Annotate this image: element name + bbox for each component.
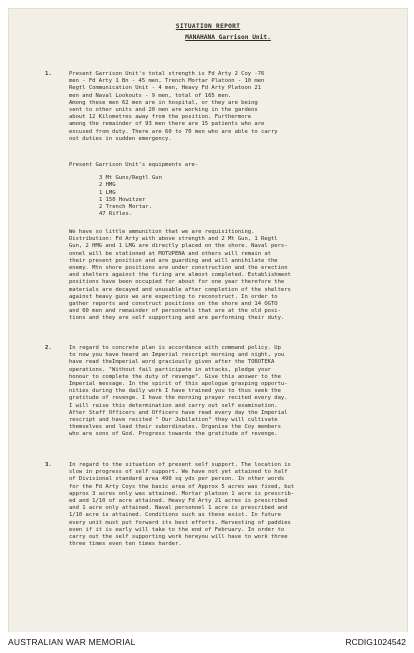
text-line: carry out the self supporting work hereyou will have to work three [69, 534, 288, 541]
text-line: every unit must put forward its best efforts. Harvesting of paddies [69, 519, 291, 526]
text-line: their present position and are guarding and will annihilate the [69, 257, 278, 264]
text-line: I will raise this determination and carry out self examination. [69, 402, 278, 409]
text-line: have read theImperial word graciously given after the TOBOTEKA [69, 359, 275, 366]
text-line: positions have been occupied for about for one year therefore the [69, 279, 285, 286]
text-line: men - Fd Arty 1 Bn - 45 men, Trench Mortar Platoon - 10 men [69, 78, 265, 85]
report-title: SITUATION REPORT [175, 23, 241, 30]
equipment-item: 3 Mt Guns/Regtl Gun [99, 175, 162, 182]
text-line: tions and they are self supporting and are performing their duty. [69, 315, 285, 322]
unit-name: MANAHANA Garrison Unit. [185, 34, 271, 41]
paragraph-1b-text [69, 229, 377, 323]
text-line: Imperial message. In the spirit of this apologue grasping opportu- [69, 381, 288, 388]
text-line: In regard to concrete plan is accordance with command policy. Up [69, 345, 281, 351]
paragraph-2-text [69, 345, 377, 439]
text-line: approx 3 acres only was attained. Mortar platoon 1 acre is prescrib- [69, 490, 295, 497]
text-line: nities during the daily work I have trained you to thus seek the [69, 388, 281, 395]
text-line: themselves and lead their subordinates. Organise the Coy members [69, 424, 281, 431]
equipment-item: 1 LMG [99, 189, 116, 196]
text-line: for the Fd Arty Coys the basic area of Approx 5 acres was fixed, but [69, 483, 295, 490]
text-line: gratitude of revenge. I have the morning prayer recited every day. [69, 395, 288, 402]
equipment-item: 47 Rifles. [99, 211, 133, 218]
text-line: ed and 1/10 of acre attained. Heavy Fd Arty 21 acres is prescribed [69, 498, 288, 505]
text-line: materials are decayed and unusable after completion of the shelters [69, 286, 291, 293]
paragraph-number: 3. [45, 462, 52, 468]
paragraph-number: 1. [45, 71, 52, 77]
equipment-item: 2 HMG [99, 182, 116, 189]
text-line: We have so little ammunition that we are requisitioning. [69, 229, 255, 235]
text-line: 1/10 acre is attained. Conditions such as these exist. In future [69, 512, 281, 519]
text-line: about 12 Kilometres away from the position. Furthermore [69, 114, 252, 121]
text-line: sent to other units and 20 men are working in the gardens [69, 107, 258, 114]
equipment-heading: Present Garrison Unit's equipments are- [69, 162, 199, 168]
text-line: and 1 acre only attained. Naval personnel 1 acre is prescribed and [69, 505, 288, 512]
text-line: rescript and have recited " Our Jubilation" they will cultivate [69, 417, 278, 424]
paragraph-1-text [69, 71, 377, 143]
document-page [8, 8, 408, 634]
record-id: RCDIG1024542 [345, 637, 406, 647]
text-line: Present Garrison Unit's total strength is Fd Arty 2 Coy -76 [69, 71, 265, 77]
text-line: onnel will be stationed at MOTUPENA and others will remain at [69, 250, 271, 257]
text-line: Gun, 2 HMG and 1 LMG are directly placed on the shore. Naval pers- [69, 243, 288, 250]
text-line: even if it is early will take to the end of February. In order to [69, 526, 285, 533]
text-line: gather reports and construct positions on the shore and 14 OGTO [69, 301, 278, 308]
archive-credit: AUSTRALIAN WAR MEMORIAL [8, 637, 136, 647]
text-line: and shelters against the firing are almost completed. Establishment [69, 272, 291, 279]
text-line: Regtl Communication Unit - 4 men, Heavy Fd Arty Platoon 21 [69, 85, 262, 92]
paragraph-3-text [69, 462, 377, 548]
text-line: operations. "Without fail participate in attacks, pledge your [69, 366, 271, 373]
text-line: among the remainder of 93 men there are 15 patients who are [69, 121, 265, 128]
text-line: out duties in sudden emergency. [69, 135, 172, 142]
text-line: of Divisional standard area 490 sq yds per person. In other words [69, 476, 285, 483]
paragraph-number: 2. [45, 345, 52, 351]
text-line: three times even ten times harder. [69, 541, 182, 548]
text-line: against heavy guns we are expecting to reconstruct. In order to [69, 293, 278, 300]
text-line: In regard to the situation of present self support. The location is [69, 462, 291, 468]
text-line: men and Naval Lookouts - 9 men, total of 165 men. [69, 92, 232, 99]
text-line: Distribution: Fd Arty with above strength and 2 Mt Gun, 1 Regtl [69, 236, 278, 243]
text-line: Among these men 62 men are in hospital, or they are being [69, 99, 258, 106]
text-line: After Staff Officers and Officers have read every day the Imperial [69, 409, 288, 416]
text-line: who are sons of God. Progress towards the gratitude of revenge. [69, 431, 278, 438]
report-subtitle [9, 34, 407, 41]
text-line: and 60 men and remainder of personnels that are at the old posi- [69, 308, 281, 315]
equipment-item: 1 150 Howitzer [99, 196, 146, 203]
text-line: excused from duty. There are 60 to 70 men who are able to carry [69, 128, 278, 135]
footer-bar [0, 632, 414, 653]
text-line: slow in progress of self support. We have not yet attained to half [69, 469, 288, 476]
text-line: enemy. Mtn shore positions are under construction and the erection [69, 265, 288, 272]
equipment-list [69, 162, 377, 218]
text-line: honour to complete the duty of revenge". Give this answer to the [69, 373, 281, 380]
text-line: to now you have heard an Imperial rescript morning and night, you [69, 352, 285, 359]
equipment-item: 2 Trench Mortar. [99, 204, 152, 211]
